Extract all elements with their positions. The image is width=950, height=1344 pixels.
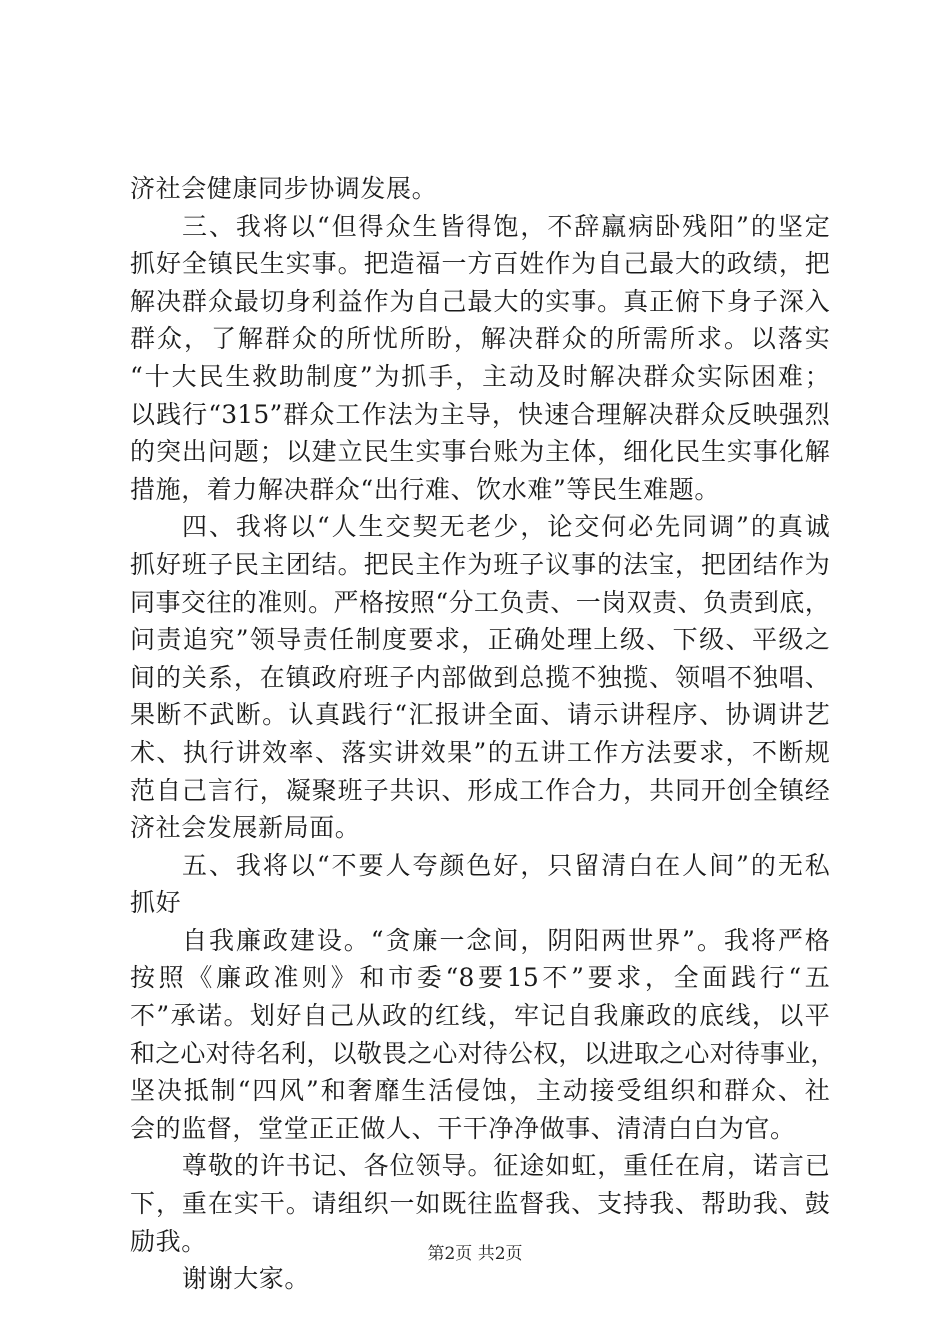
text-line: 抓好班子民主团结。把民主作为班子议事的法宝，把团结作为 bbox=[130, 549, 830, 579]
text-line: 下，重在实干。请组织一如既往监督我、支持我、帮助我、鼓 bbox=[130, 1189, 830, 1219]
text-line: 措施，着力解决群众“出行难、饮水难”等民生难题。 bbox=[130, 474, 720, 504]
text-line: 励我。 bbox=[130, 1226, 207, 1256]
text-line: 三、我将以“但得众生皆得饱，不辞羸病卧残阳”的坚定 bbox=[182, 211, 830, 241]
text-line: 尊敬的许书记、各位领导。征途如虹，重任在肩，诺言已 bbox=[182, 1151, 830, 1181]
text-line: 会的监督，堂堂正正做人、干干净净做事、清清白白为官。 bbox=[130, 1113, 796, 1143]
text-line: 和之心对待名利，以敬畏之心对待公权，以进取之心对待事业， bbox=[130, 1038, 836, 1068]
text-line: 问责追究”领导责任制度要求，正确处理上级、下级、平级之 bbox=[130, 625, 830, 655]
text-line: 济社会健康同步协调发展。 bbox=[130, 174, 438, 203]
text-line: 按照《廉政准则》和市委“8要15不”要求，全面践行“五 bbox=[130, 963, 830, 993]
page-footer: 第2页 共2页 bbox=[427, 1244, 523, 1264]
text-line: 五、我将以“不要人夸颜色好，只留清白在人间”的无私 bbox=[182, 850, 830, 880]
text-line: 以践行“315”群众工作法为主导，快速合理解决群众反映强烈 bbox=[130, 399, 830, 429]
text-line: 解决群众最切身利益作为自己最大的实事。真正俯下身子深入 bbox=[130, 286, 830, 316]
text-line: 谢谢大家。 bbox=[182, 1264, 311, 1294]
text-line: 同事交往的准则。严格按照“分工负责、一岗双责、负责到底， bbox=[130, 587, 830, 617]
text-line: 抓好 bbox=[130, 888, 182, 918]
text-line: 果断不武断。认真践行“汇报讲全面、请示讲程序、协调讲艺 bbox=[130, 700, 830, 730]
text-line: 不”承诺。划好自己从政的红线，牢记自我廉政的底线，以平 bbox=[130, 1001, 830, 1031]
text-line: 术、执行讲效率、落实讲效果”的五讲工作方法要求，不断规 bbox=[130, 737, 830, 767]
text-line: 群众，了解群众的所忧所盼，解决群众的所需所求。以落实 bbox=[130, 324, 830, 354]
text-line: 范自己言行，凝聚班子共识、形成工作合力，共同开创全镇经 bbox=[130, 775, 830, 805]
text-line: “十大民生救助制度”为抓手，主动及时解决群众实际困难； bbox=[130, 361, 830, 391]
text-line: 的突出问题；以建立民生实事台账为主体，细化民生实事化解 bbox=[130, 437, 830, 467]
text-line: 抓好全镇民生实事。把造福一方百姓作为自己最大的政绩，把 bbox=[130, 249, 830, 279]
document-body bbox=[130, 170, 836, 1298]
text-line: 间的关系，在镇政府班子内部做到总揽不独揽、领唱不独唱、 bbox=[130, 662, 830, 692]
text-line: 济社会发展新局面。 bbox=[130, 813, 361, 843]
text-line: 坚决抵制“四风”和奢靡生活侵蚀，主动接受组织和群众、社 bbox=[130, 1076, 830, 1106]
text-line: 四、我将以“人生交契无老少，论交何必先同调”的真诚 bbox=[182, 512, 830, 542]
text-line: 自我廉政建设。“贪廉一念间，阴阳两世界”。我将严格 bbox=[182, 925, 830, 955]
